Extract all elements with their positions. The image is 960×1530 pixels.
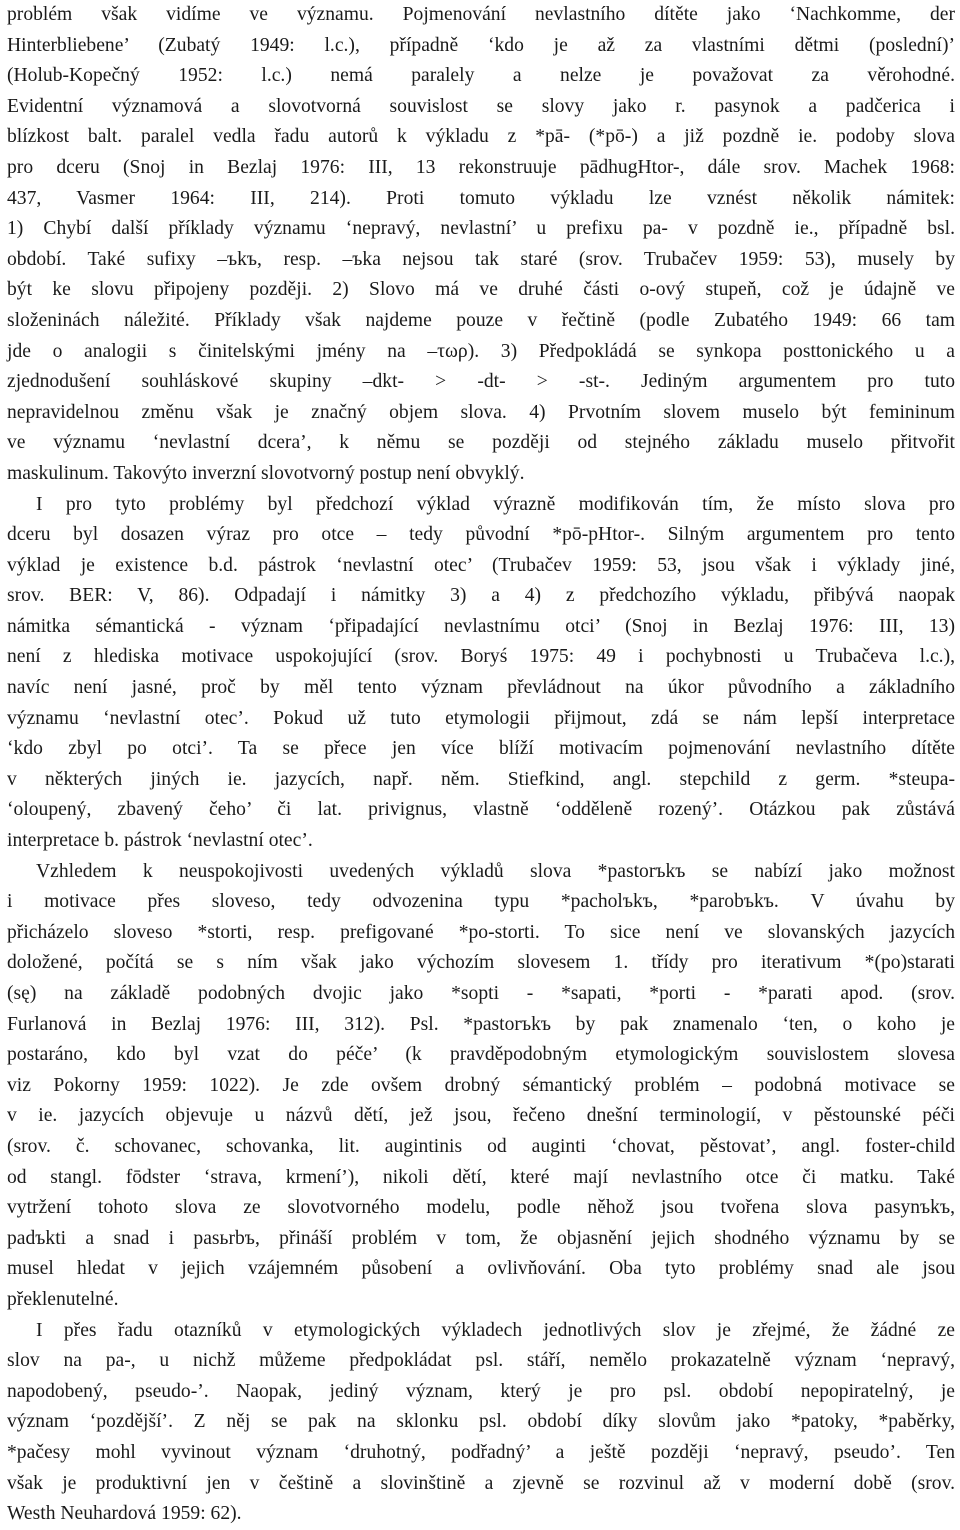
document-page: [7, 0, 955, 1530]
text-line: zjednodušení souhláskové skupiny –dkt- > -dt- > -st-. Jediným argumentem pro tuto: [7, 371, 955, 393]
text-line: ‘oloupený, zbavený čeho’ či lat. privignus, vlastně ‘odděleně rozený’. Otázkou pak zůstává: [7, 799, 955, 821]
text-line: výklad je existence b.d. pástrok ‘nevlastní otec’ (Trubačev 1959: 53, jsou však i výklady jiné,: [7, 554, 955, 576]
text-line: navíc není jasné, proč by měl tento význam převládnout na úkor původního a základního: [7, 677, 955, 699]
text-line: (sę) na základě podobných dvojic jako *sopti - *sapati, *porti - *parati apod. (srov.: [7, 983, 955, 1004]
text-line: i motivace přes sloveso, tedy odvozenina typu *pacholъkъ, *parobъkъ. V úvahu by: [7, 891, 955, 913]
text-line: není z hlediska motivace uspokojující (srov. Boryś 1975: 49 i pochybnosti u Trubačeva l.c.),: [7, 646, 955, 668]
text-line: maskulinum. Takovýto inverzní slovotvorný postup není obvyklý.: [7, 462, 525, 484]
text-line: ve významu ‘nevlastní dcera’, k němu se později od stejného základu muselo přitvořit: [7, 432, 955, 454]
text-line: od stangl. fōdster ‘strava, krmení’), nikoli dětí, které mají nevlastního otce či matku. Také: [7, 1166, 955, 1188]
text-line: jde o analogii s činitelskými jmény na –τωρ). 3) Předpokládá se synkopa posttonického u a: [7, 340, 955, 362]
text-line: překlenutelné.: [7, 1288, 119, 1310]
paragraph: [7, 0, 955, 490]
text-line: I přes řadu otazníků v etymologických výkladech jednotlivých slov je zřejmé, že žádné ze: [36, 1319, 955, 1341]
text-line: v některých jiných ie. jazycích, např. něm. Stiefkind, angl. stepchild z germ. *steupa-: [7, 768, 955, 790]
text-line: však je produktivní jen v češtině a slovinštině a zjevně se rozvinul až v moderní době (srov.: [7, 1472, 955, 1494]
text-line: nepravidelnou změnu však je značný objem slova. 4) Prvotním slovem muselo být femininum: [7, 401, 955, 423]
text-line: být ke slovu připojeny později. 2) Slovo má ve druhé části o-ový stupeň, což je údajně ve: [7, 279, 955, 301]
text-line: významu ‘nevlastní otec’. Pokud už tuto etymologii přijmout, zdá se nám lepší interpretace: [7, 707, 955, 729]
text-line: viz Pokorny 1959: 1022). Je zde ovšem drobný sémantický problém – podobná motivace se: [7, 1074, 955, 1096]
text-line: složeninách náležité. Příklady však najdeme pouze v řečtině (podle Zubatého 1949: 66 tam: [7, 309, 955, 331]
text-line: problém však vidíme ve významu. Pojmenování nevlastního dítěte jako ‘Nachkomme, der: [7, 4, 955, 25]
text-line: v ie. jazycích objevuje u názvů dětí, jež jsou, řečeno dnešní terminologií, v pěstounské péči: [7, 1105, 955, 1127]
text-line: přicházelo sloveso *storti, resp. prefigované *po-storti. To sice není ve slovanských jazycích: [7, 921, 955, 943]
text-line: napodobený, pseudo-’. Naopak, jediný význam, který je pro psl. období nepopiratelný, je: [7, 1380, 955, 1402]
paragraph: [7, 1316, 955, 1530]
text-line: interpretace b. pástrok ‘nevlastní otec’.: [7, 830, 313, 852]
text-line: (srov. č. schovanec, schovanka, lit. augintinis od auginti ‘chovat, pěstovat’, angl. foster-child: [7, 1135, 955, 1157]
text-line: význam ‘pozdější’. Z něj se pak na sklonku psl. období díky slovům jako *patoky, *paběrky,: [7, 1411, 955, 1433]
text-line: Furlanová in Bezlaj 1976: III, 312). Psl. *pastorъkъ by pak znamenalo ‘ten, o koho je: [7, 1013, 955, 1035]
text-line: Westh Neuhardová 1959: 62).: [7, 1503, 242, 1525]
text-line: dceru byl dosazen výraz pro otce – tedy původní *pō-pHtor-. Silným argumentem pro tento: [7, 524, 955, 546]
text-line: padъkti a snad i pasьrbъ, přináší problém v tom, že objasnění jejich shodného významu by se: [7, 1227, 955, 1249]
text-line: 437, Vasmer 1964: III, 214). Proti tomuto výkladu lze vznést několik námitek:: [7, 187, 955, 209]
text-line: doložené, počítá se s ním však jako výchozím slovesem 1. třídy pro iterativum *(po)starati: [7, 952, 955, 974]
text-line: námitka sémantická - význam ‘připadající nevlastnímu otci’ (Snoj in Bezlaj 1976: III, 13): [7, 615, 955, 637]
text-line: (Holub-Kopečný 1952: l.c.) nemá paralely a nelze je považovat za věrohodné.: [7, 65, 955, 87]
text-line: musel hledat v jejich vzájemném působení a ovlivňování. Oba tyto problémy snad ale jsou: [7, 1258, 955, 1280]
text-line: Hinterbliebene’ (Zubatý 1949: l.c.), případně ‘kdo je až za vlastními dětmi (poslední)’: [7, 34, 955, 56]
paragraph: [7, 857, 955, 1316]
text-line: období. Také sufixy –ъkъ, resp. –ъka nejsou tak staré (srov. Trubačev 1959: 53), musely by: [7, 248, 955, 270]
text-line: I pro tyto problémy byl předchozí výklad výrazně modifikován tím, že místo slova pro: [36, 493, 955, 515]
text-line: blízkost balt. paralel vedla řadu autorů k výkladu z *pā- (*pō-) a již pozdně ie. podoby slova: [7, 126, 955, 148]
text-line: Evidentní významová a slovotvorná souvislost se slovy jako r. pasynok a padčerica i: [7, 95, 955, 117]
text-line: *pačesy mohl vyvinout význam ‘druhotný, podřadný’ a ještě později ‘nepravý, pseudo’. Ten: [7, 1441, 955, 1463]
text-line: Vzhledem k neuspokojivosti uvedených výkladů slova *pastorъkъ se nabízí jako možnost: [36, 860, 955, 882]
text-line: 1) Chybí další příklady významu ‘nepravý, nevlastní’ u prefixu pa- v pozdně ie., případně bsl.: [7, 218, 955, 240]
text-line: postaráno, kdo byl vzat do péče’ (k pravděpodobným etymologickým souvislostem slovesa: [7, 1044, 955, 1066]
paragraph: [7, 490, 955, 857]
text-line: vytržení tohoto slova ze slovotvorného modelu, podle něhož jsou tvořena slova pasynъkъ,: [7, 1197, 955, 1219]
text-line: pro dceru (Snoj in Bezlaj 1976: III, 13 rekonstruuje pādhugHtor-, dále srov. Machek 1968:: [7, 156, 955, 178]
text-line: ‘kdo zbyl po otci’. Ta se přece jen více blíží motivacím pojmenování nevlastního dítěte: [7, 738, 955, 760]
text-line: slov na pa-, u nichž můžeme předpokládat psl. stáří, nemělo prokazatelně význam ‘nepravý,: [7, 1350, 955, 1372]
text-line: srov. BER: V, 86). Odpadají i námitky 3) a 4) z předchozího výkladu, přibývá naopak: [7, 585, 955, 607]
